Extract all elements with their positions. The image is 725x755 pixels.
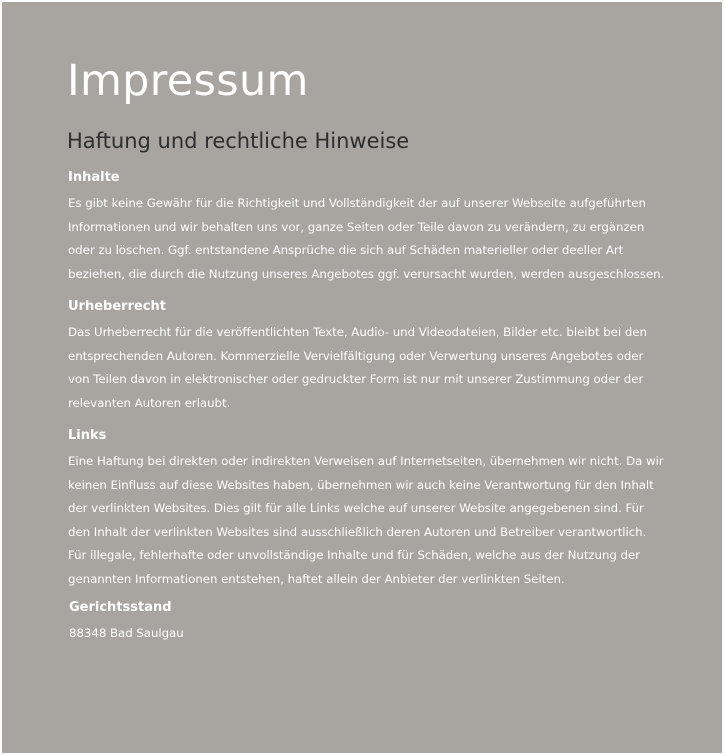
page-subtitle: Haftung und rechtliche Hinweise xyxy=(67,129,410,153)
section-text: Es gibt keine Gewähr für die Richtigkeit und Vollständigkeit der auf unserer Webseite aufgeführten Informationen und wir behalten uns vor, ganze Seiten oder Teile davon zu verändern, zu ergänzen oder zu löschen. Ggf. entstandene Ansprüche die sich auf Schäden materieller oder deeller Art beziehen, die durch die Nutzung unseres Angebotes ggf. verursacht wurden, werden ausgeschlossen. xyxy=(68,196,665,281)
section-heading: Gerichtsstand xyxy=(69,600,172,615)
section-heading: Links xyxy=(68,428,107,443)
impressum-content xyxy=(67,54,667,646)
page-title: Impressum xyxy=(67,56,309,106)
section-gerichtsstand xyxy=(67,599,667,646)
section-urheberrecht xyxy=(67,298,667,415)
section-links xyxy=(67,427,667,591)
section-text: Eine Haftung bei direkten oder indirekten Verweisen auf Internetseiten, übernehmen wir nicht. Da wir keinen Einfluss auf diese Websites haben, übernehmen wir auch keine Verantwortung für den Inhalt der verlinkten Websites. Dies gilt für alle Links welche auf unserer Website angegebenen sind. Für den Inhalt der verlinkten Websites sind ausschließlich deren Autoren und Betreiber verantwortlich. Für illegale, fehlerhafte oder unvollständige Inhalte und für Schäden, welche aus der Nutzung der genannten Informationen entstehen, haftet allein der Anbieter der verlinkten Seiten. xyxy=(68,454,664,586)
section-heading: Urheberrecht xyxy=(68,299,166,314)
section-text: Das Urheberrecht für die veröffentlichten Texte, Audio- und Videodateien, Bilder etc. bleibt bei den entsprechenden Autoren. Kommerzielle Vervielfältigung oder Verwertung unseres Angebotes oder von Teilen davon in elektronischer oder gedruckter Form ist nur mit unserer Zustimmung oder der relevanten Autoren erlaubt. xyxy=(68,325,647,410)
content-panel xyxy=(2,2,722,753)
address-text: 88348 Bad Saulgau xyxy=(69,626,184,640)
section-inhalte xyxy=(67,169,667,286)
section-heading: Inhalte xyxy=(68,170,120,185)
